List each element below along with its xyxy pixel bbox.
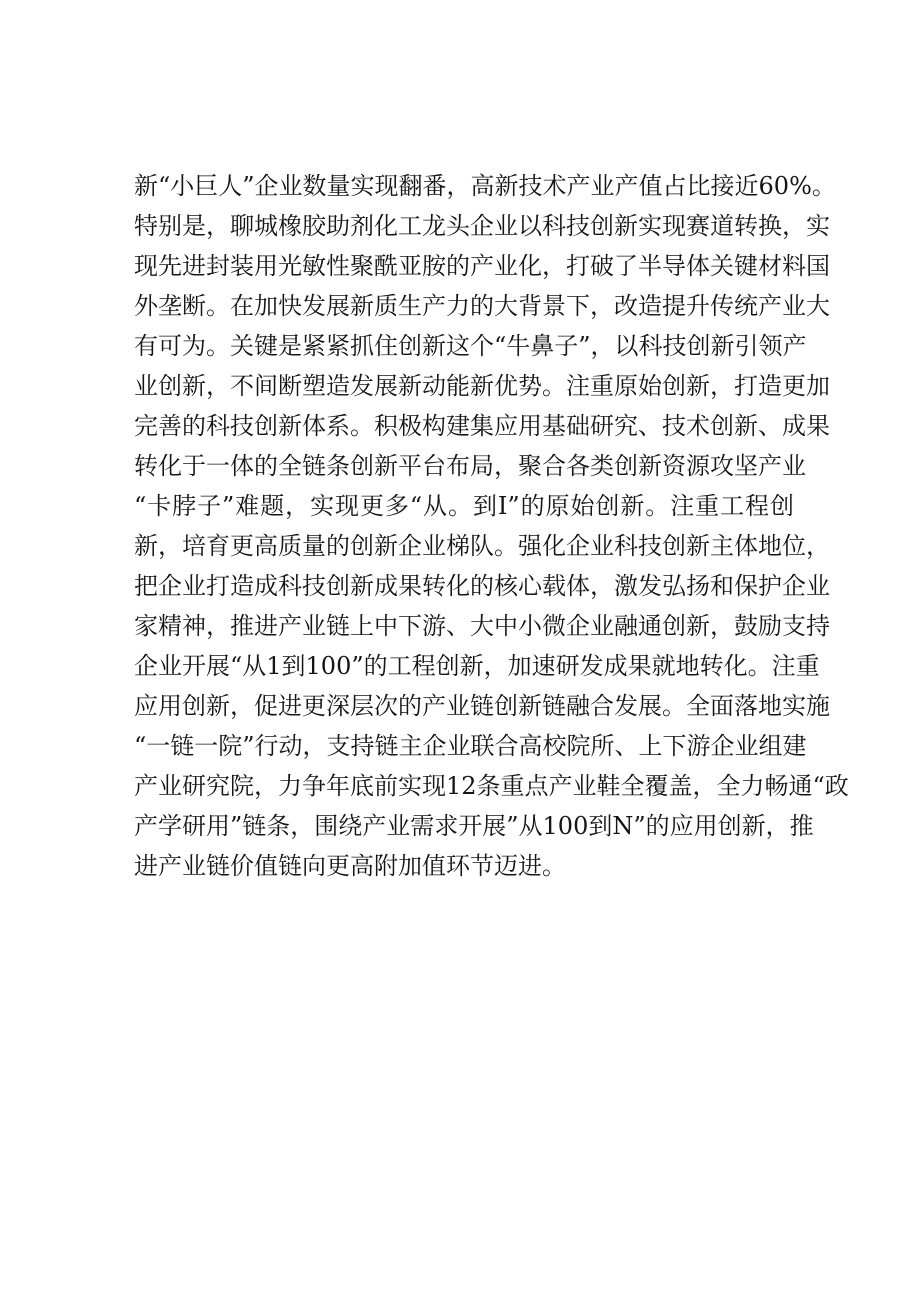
text-line: 业创新，不间断塑造发展新动能新优势。注重原始创新，打造更加 [134, 372, 830, 400]
body-paragraph [134, 166, 849, 886]
text-line: 转化于一体的全链条创新平台布局，聚合各类创新资源攻坚产业 [134, 452, 806, 480]
text-line: 应用创新，促进更深层次的产业链创新链融合发展。全面落地实施 [134, 692, 830, 720]
text-line: “卡脖子”难题，实现更多“从。到I”的原始创新。注重工程创 [134, 492, 794, 520]
text-line: 特别是，聊城橡胶助剂化工龙头企业以科技创新实现赛道转换，实 [134, 212, 830, 240]
text-line: 企业开展“从1到100”的工程创新，加速研发成果就地转化。注重 [134, 652, 820, 680]
text-line: 家精神，推进产业链上中下游、大中小微企业融通创新，鼓励支持 [134, 612, 830, 640]
text-line: 进产业链价值链向更高附加值环节迈进。 [134, 852, 566, 880]
text-line: 产业研究院，力争年底前实现12条重点产业鞋全覆盖，全力畅通“政 [134, 772, 849, 800]
text-line: 外垄断。在加快发展新质生产力的大背景下，改造提升传统产业大 [134, 292, 830, 320]
text-line: 完善的科技创新体系。积极构建集应用基础研究、技术创新、成果 [134, 412, 830, 440]
text-line: 新“小巨人”企业数量实现翻番，高新技术产业产值占比接近60%。 [134, 172, 836, 200]
text-line: 产学研用”链条，围绕产业需求开展”从100到N”的应用创新，推 [134, 812, 814, 840]
text-line: 现先进封装用光敏性聚酰亚胺的产业化，打破了半导体关键材料国 [134, 252, 830, 280]
text-line: 有可为。关键是紧紧抓住创新这个“牛鼻子”，以科技创新引领产 [134, 332, 807, 360]
text-line: 新，培育更高质量的创新企业梯队。强化企业科技创新主体地位， [134, 532, 830, 560]
text-line: “一链一院”行动，支持链主企业联合高校院所、上下游企业组建 [134, 732, 807, 760]
text-line: 把企业打造成科技创新成果转化的核心载体，激发弘扬和保护企业 [134, 572, 830, 600]
